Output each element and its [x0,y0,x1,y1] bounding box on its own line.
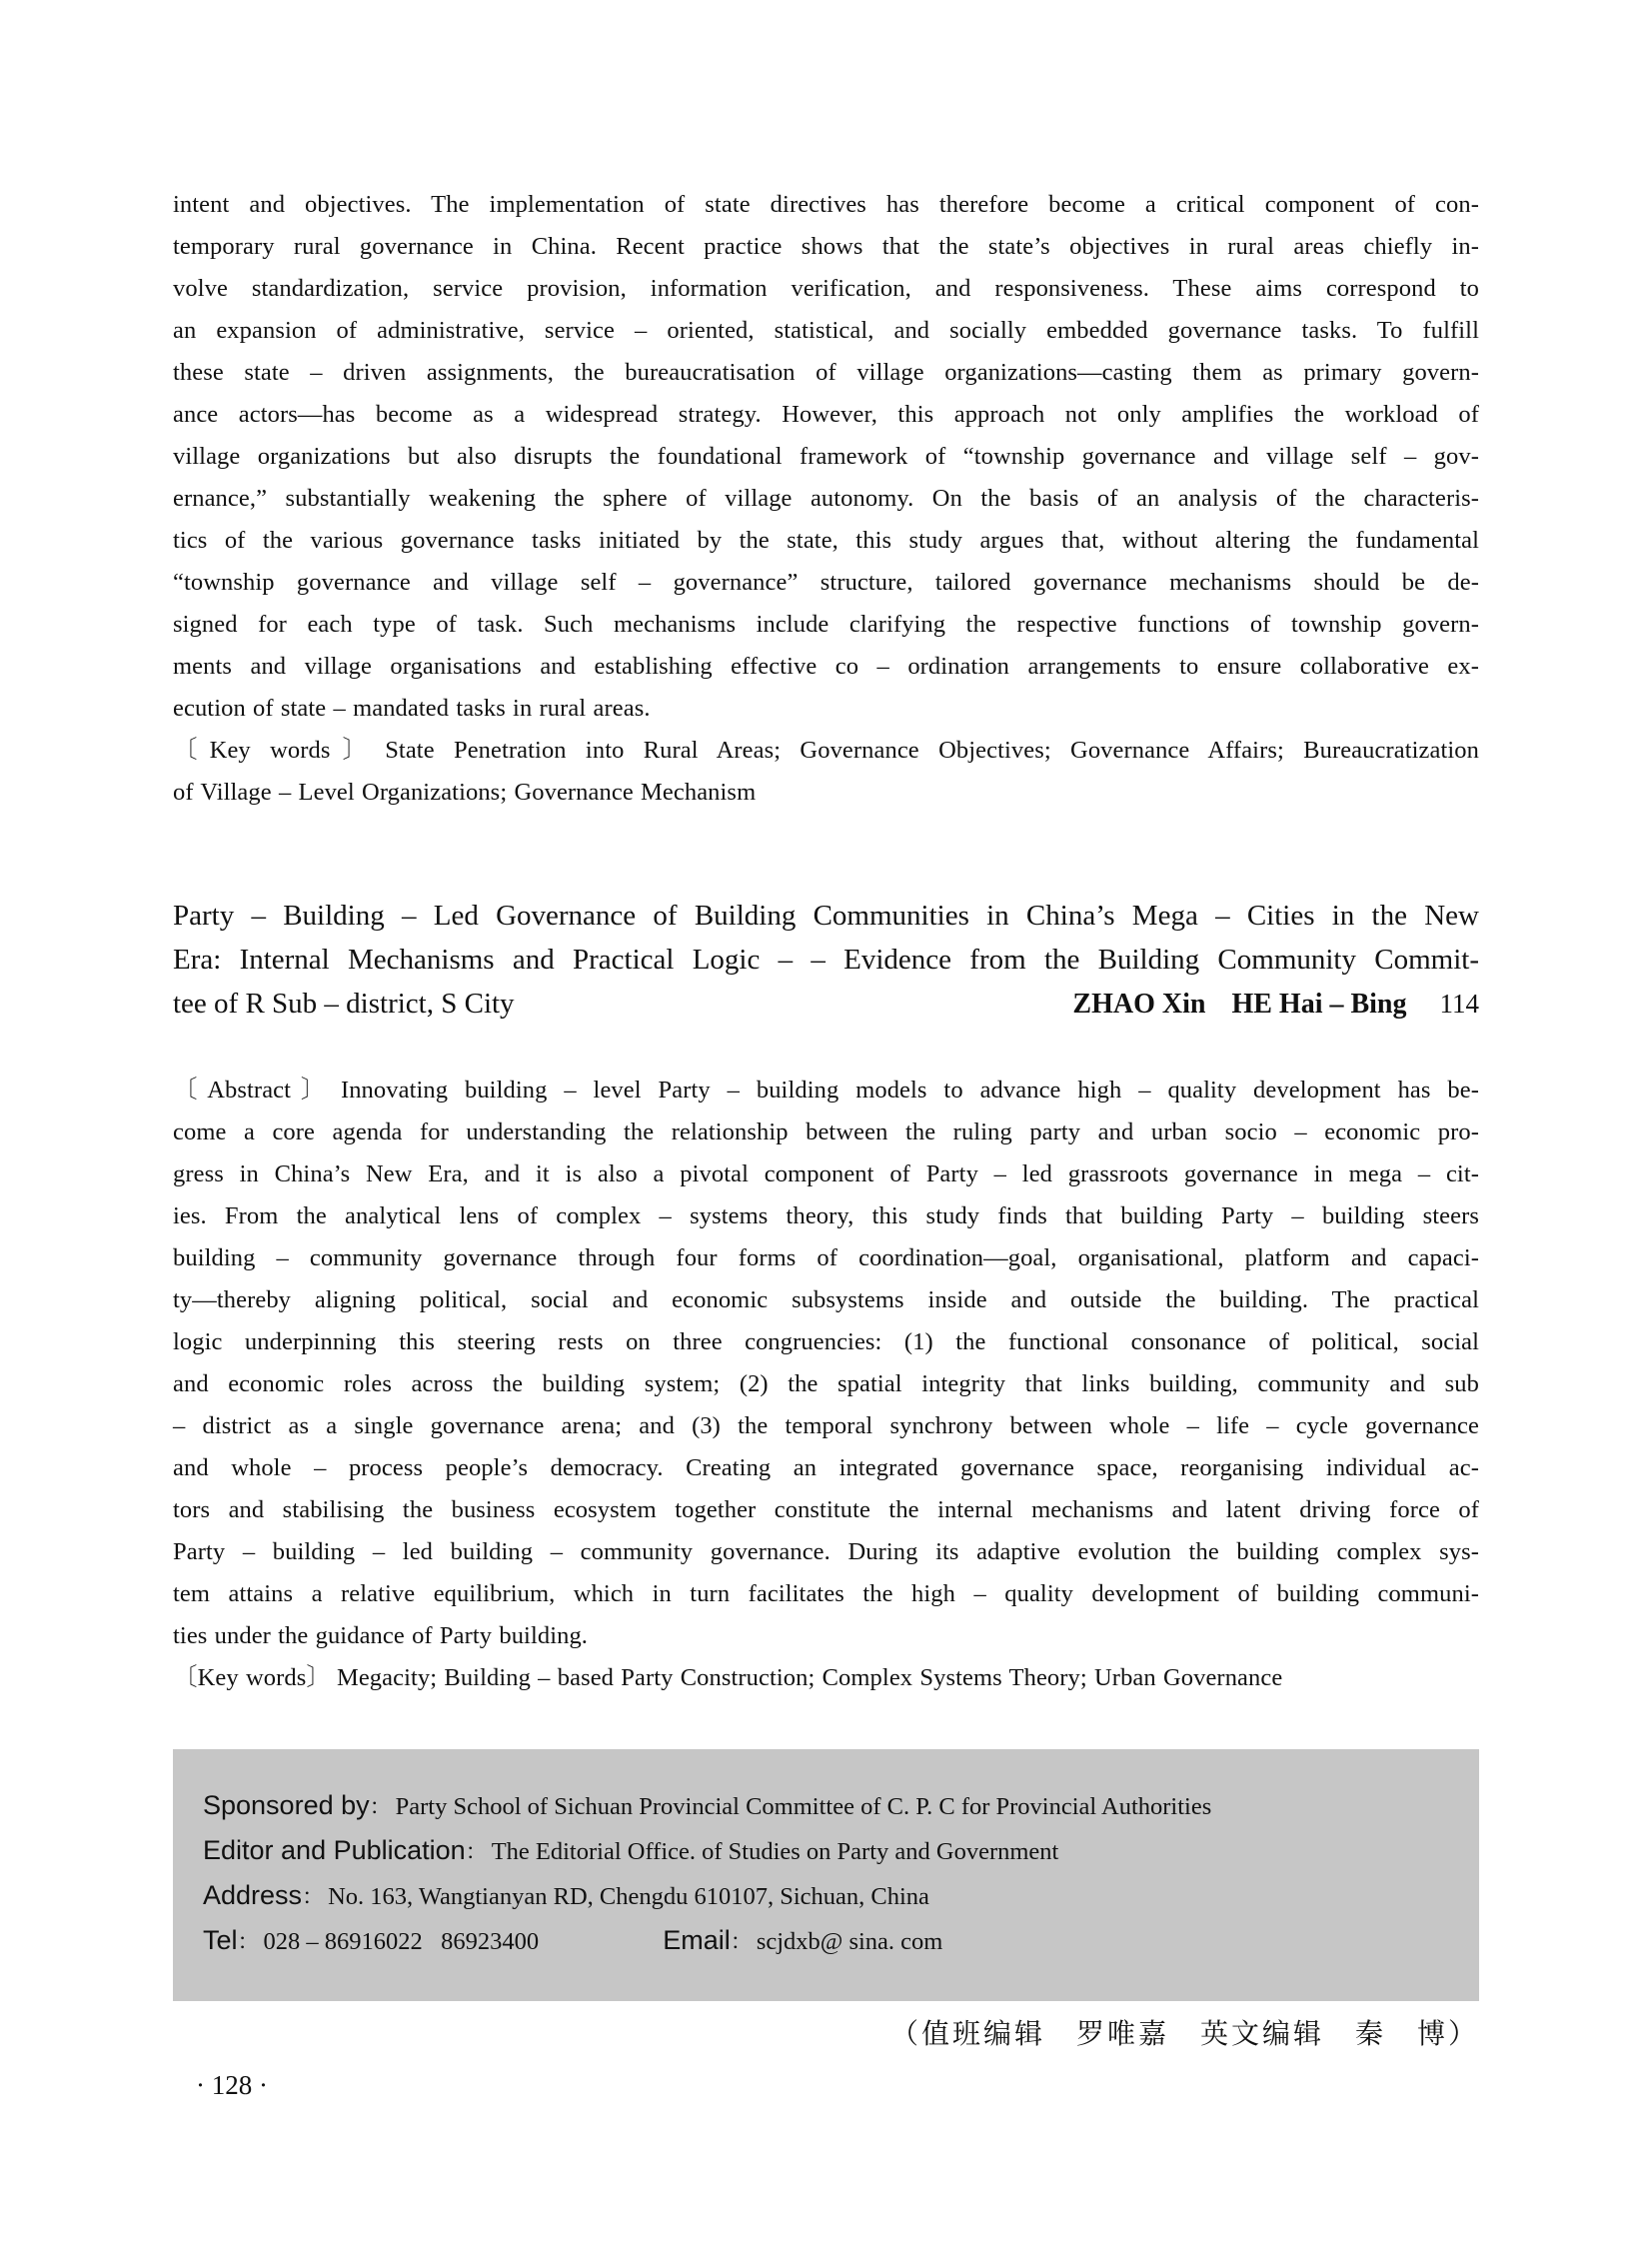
separator: ： [465,1839,488,1864]
article-abstract [173,1070,1479,1699]
abstract-line: these state – driven assignments, the bureaucratisation of village organizations—casting them as primary govern- [173,359,1479,386]
email-value[interactable]: scjdxb@ sina. com [756,1928,943,1955]
abstract-line: an expansion of administrative, service – oriented, statistical, and socially embedded governance tasks. To fulfill [173,317,1479,344]
byline [1072,982,1479,1027]
title-line: Party – Building – Led Governance of Building Communities in China’s Mega – Cities in the New [173,900,1479,932]
article-keywords [173,1657,1479,1699]
abstract-first-line [173,1070,1479,1112]
title-last-line [173,982,1479,1026]
abstract-line: signed for each type of task. Such mechanisms include clarifying the respective functions of township govern- [173,611,1479,638]
authors [1072,989,1413,1020]
editor-row [203,1828,1479,1873]
abstract-line: ments and village organisations and establishing effective co – ordination arrangements to ensure collaborative ex- [173,653,1479,680]
sponsored-value: Party School of Sichuan Provincial Committee of C. P. C for Provincial Authorities [395,1793,1212,1820]
keywords-text: State Penetration into Rural Areas; Governance Objectives; Governance Affairs; Bureaucratization [385,737,1479,764]
abstract-line: ecution of state – mandated tasks in rural areas. [173,695,651,722]
page-reference: 114 [1439,989,1479,1019]
abstract-line: “township governance and village self – governance” structure, tailored governance mechanisms should be de- [173,569,1479,596]
title-line: Era: Internal Mechanisms and Practical Logic – – Evidence from the Building Community Commit- [173,944,1479,976]
abstract-line: gress in China’s New Era, and it is also a pivotal component of Party – led grassroots governance in mega – cit- [173,1160,1479,1187]
abstract-line: temporary rural governance in China. Recent practice shows that the state’s objectives in rural areas chiefly in- [173,233,1479,260]
abstract-line: and whole – process people’s democracy. Creating an integrated governance space, reorganising individual ac- [173,1454,1479,1481]
abstract-line: ties under the guidance of Party building. [173,1622,589,1649]
author: ZHAO Xin [1072,989,1206,1020]
email-label: Email [663,1925,731,1955]
previous-abstract [173,184,1479,814]
abstract-label: 〔Abstract〕 [173,1077,335,1104]
abstract-line: volve standardization, service provision, information verification, and responsiveness. These aims correspond to [173,275,1479,302]
abstract-line: – district as a single governance arena; and (3) the temporal synchrony between whole – life – cycle governance [173,1412,1479,1439]
sponsored-row [203,1783,1479,1828]
separator: ： [302,1884,325,1909]
abstract-line: ance actors—has become as a widespread strategy. However, this approach not only amplifies the workload of [173,401,1479,428]
address-row [203,1873,1479,1918]
previous-keywords [173,730,1479,772]
keywords-label: 〔Key words〕 [173,1664,331,1691]
address-label: Address [203,1880,303,1910]
tel-label: Tel [203,1925,238,1955]
separator: ： [369,1794,392,1819]
tel-value: 028 – 86916022 86923400 [263,1928,540,1955]
page-number: · 128 · [196,2070,268,2100]
abstract-text: Innovating building – level Party – building models to advance high – quality development has be- [340,1077,1479,1104]
abstract-line: tem attains a relative equilibrium, which in turn facilitates the high – quality development of building communi- [173,1580,1479,1607]
abstract-line: logic underpinning this steering rests on three congruencies: (1) the functional consonance of political, social [173,1328,1479,1355]
title-line: tee of R Sub – district, S City [173,988,515,1020]
keywords-text: Megacity; Building – based Party Construction; Complex Systems Theory; Urban Governance [336,1664,1283,1691]
editor-note: （值班编辑 罗唯嘉 英文编辑 秦 博） [889,2017,1479,2050]
abstract-line: tors and stabilising the business ecosystem together constitute the internal mechanisms and latent driving force of [173,1496,1479,1523]
abstract-line: come a core agenda for understanding the relationship between the ruling party and urban socio – economic pro- [173,1119,1479,1145]
contact-row [203,1918,1479,1963]
journal-info-box [173,1749,1479,2001]
article-title [173,894,1479,1026]
author: HE Hai – Bing [1231,989,1407,1020]
abstract-line: Party – building – led building – community governance. During its adaptive evolution the building complex sys- [173,1538,1479,1565]
abstract-line: ernance,” substantially weakening the sphere of village autonomy. On the basis of an analysis of the characteris- [173,485,1479,512]
sponsored-label: Sponsored by [203,1790,370,1820]
editor-value: The Editorial Office. of Studies on Party and Government [491,1838,1059,1865]
separator: ： [730,1929,753,1954]
keywords-label: 〔Key words〕 [173,737,380,764]
abstract-line: tics of the various governance tasks initiated by the state, this study argues that, without altering the fundamental [173,527,1479,554]
editor-label: Editor and Publication [203,1835,466,1865]
abstract-line: and economic roles across the building system; (2) the spatial integrity that links building, community and sub [173,1370,1479,1397]
address-value: No. 163, Wangtianyan RD, Chengdu 610107, Sichuan, China [328,1883,929,1910]
abstract-line: ies. From the analytical lens of complex – systems theory, this study finds that building Party – building steers [173,1202,1479,1229]
abstract-line: intent and objectives. The implementation of state directives has therefore become a critical component of con- [173,191,1479,218]
abstract-line: building – community governance through four forms of coordination—goal, organisational, platform and capaci- [173,1244,1479,1271]
abstract-line: ty—thereby aligning political, social and economic subsystems inside and outside the building. The practical [173,1286,1479,1313]
email-group [663,1925,943,1955]
abstract-line: village organizations but also disrupts the foundational framework of “township governance and village self – gov- [173,443,1479,470]
separator: ： [237,1929,260,1954]
keywords-line: of Village – Level Organizations; Governance Mechanism [173,779,757,806]
